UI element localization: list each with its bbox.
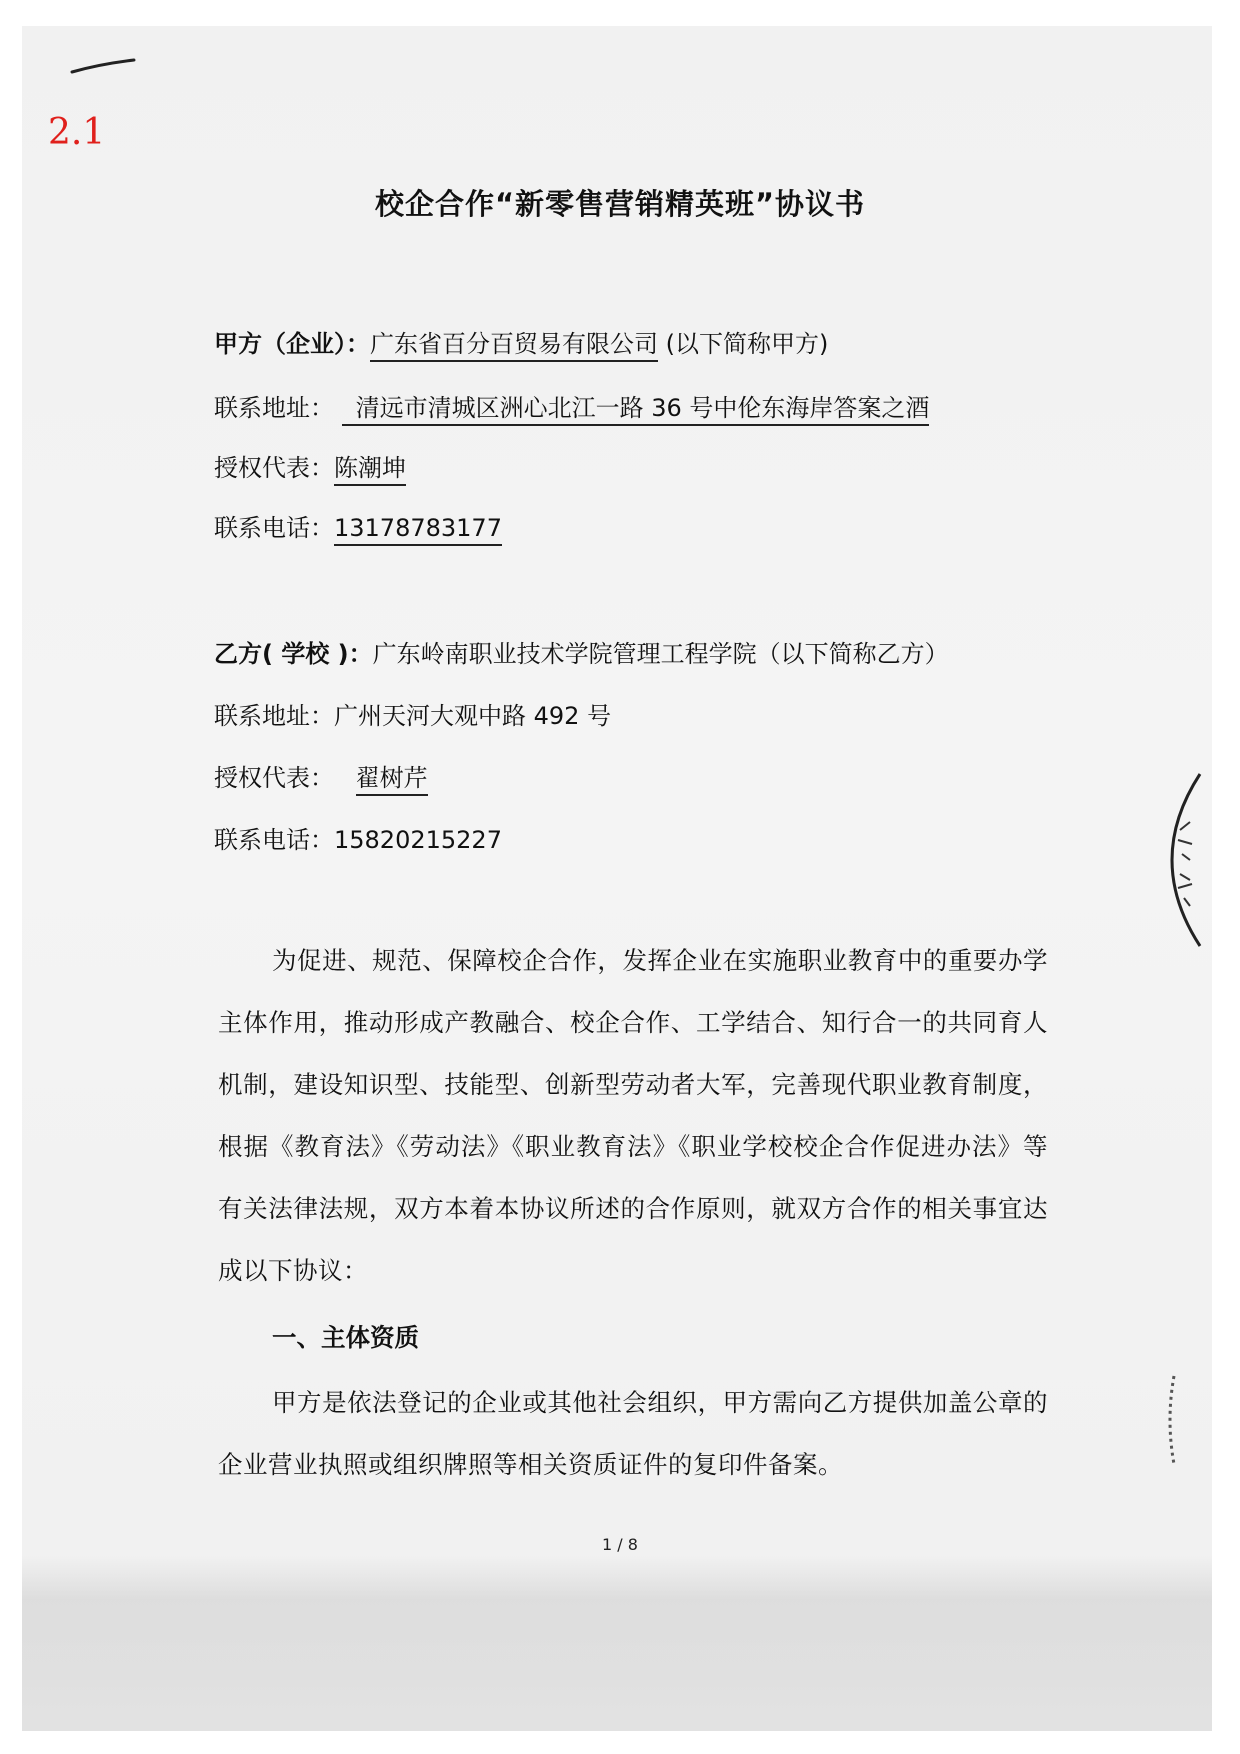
party-b-phone: 15820215227 <box>334 826 502 854</box>
party-a-line <box>214 324 828 359</box>
partial-stamp-edge <box>1160 1370 1190 1470</box>
pen-stroke-mark <box>70 58 140 78</box>
party-a-address-line <box>214 388 929 423</box>
section-1-text: 甲方是依法登记的企业或其他社会组织，甲方需向乙方提供加盖公章的企业营业执照或组织牌照等相关资质证件的复印件备案。 <box>218 1388 1048 1479</box>
party-b-rep: 翟树芹 <box>356 764 428 796</box>
party-b-phone-line <box>214 820 502 855</box>
party-b-address-label: 联系地址： <box>214 702 334 730</box>
party-b-line <box>214 634 949 669</box>
page-footer: 1 / 8 <box>602 1535 638 1554</box>
party-b-address-line <box>214 696 611 731</box>
party-b-rep-line <box>214 758 428 793</box>
scan-shadow <box>22 1556 1212 1731</box>
document-title: 校企合作“新零售营销精英班”协议书 <box>374 187 866 221</box>
party-b-label: 乙方( 学校 )： <box>214 640 373 668</box>
party-b-address: 广州天河大观中路 492 号 <box>334 702 612 730</box>
section-1-heading: 一、主体资质 <box>272 1323 419 1352</box>
party-a-rep-label: 授权代表： <box>214 454 334 482</box>
party-a-phone-label: 联系电话： <box>214 514 334 542</box>
party-a-phone: 13178783177 <box>334 514 502 546</box>
partial-seal-stamp <box>1140 770 1210 950</box>
party-a-suffix: (以下简称甲方) <box>658 330 829 358</box>
party-a-rep-line <box>214 448 406 483</box>
party-a-name: 广东省百分百贸易有限公司 <box>370 330 658 362</box>
party-a-label: 甲方（企业）： <box>214 330 370 358</box>
intro-paragraph: 为促进、规范、保障校企合作，发挥企业在实施职业教育中的重要办学主体作用，推动形成产教融合、校企合作、工学结合、知行合一的共同育人机制，建设知识型、技能型、创新型劳动者大军，完善现代职业教育制度，根据《教育法》《劳动法》《职业教育法》《职业学校校企合作促进办法》等有关法律法规，双方本着本协议所述的合作原则，就双方合作的相关事宜达成以下协议： <box>218 946 1048 1285</box>
page-number-annotation: 2.1 <box>48 112 106 153</box>
party-a-rep: 陈潮坤 <box>334 454 406 486</box>
party-b-phone-label: 联系电话： <box>214 826 334 854</box>
party-a-address-label: 联系地址： <box>214 394 334 422</box>
party-b-rep-label: 授权代表： <box>214 764 334 792</box>
party-b-name: 广东岭南职业技术学院管理工程学院（以下简称乙方） <box>372 640 949 668</box>
party-a-address: 清远市清城区洲心北江一路 36 号中伦东海岸答案之酒 <box>342 394 930 426</box>
party-a-phone-line <box>214 508 502 543</box>
